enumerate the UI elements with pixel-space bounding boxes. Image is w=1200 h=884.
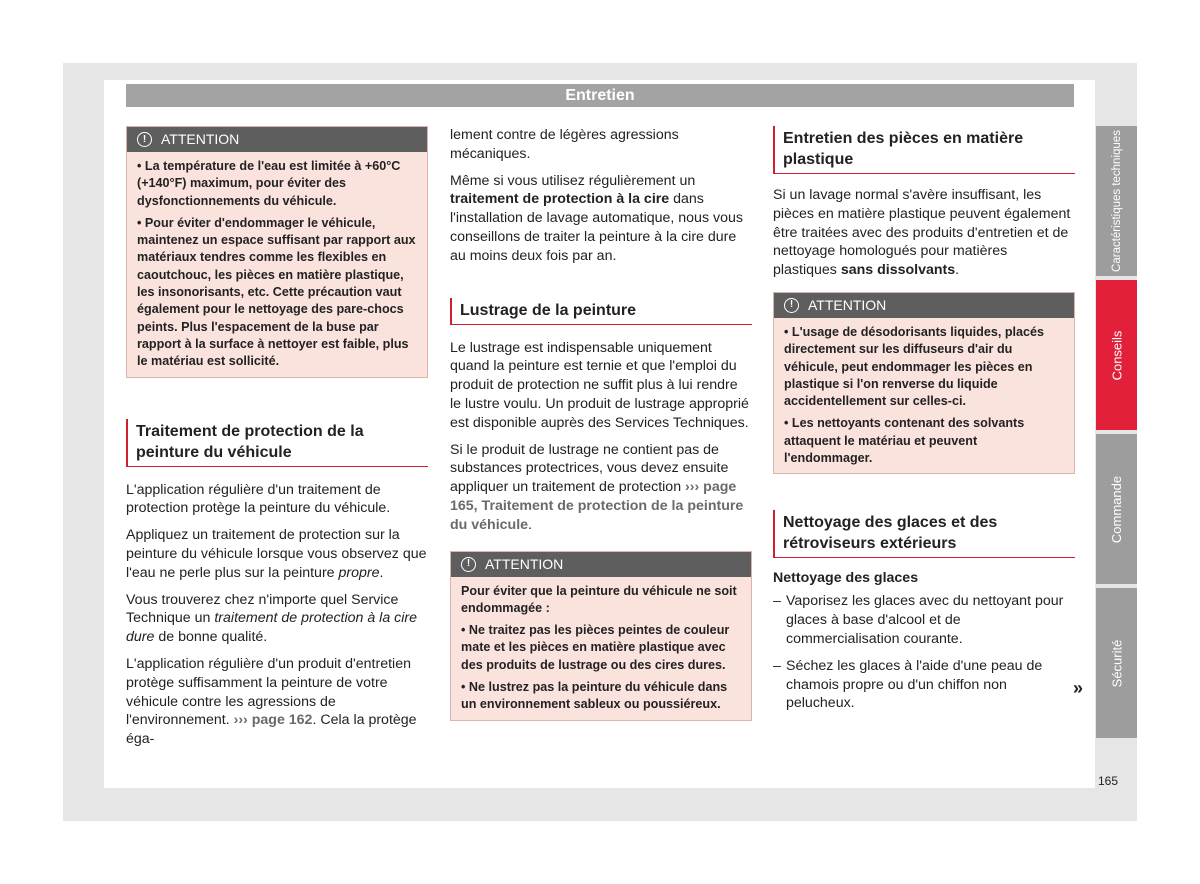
warning-header bbox=[451, 552, 751, 577]
warning-label: ATTENTION bbox=[485, 555, 564, 572]
body-text bbox=[126, 481, 428, 749]
warning-header bbox=[127, 127, 427, 152]
paragraph: lement contre de légères agressions mécaniques. bbox=[450, 127, 679, 162]
exclamation-icon: ! bbox=[137, 132, 152, 147]
body-text bbox=[450, 126, 752, 266]
subheading: Nettoyage des glaces bbox=[773, 570, 919, 587]
warning-intro: Pour éviter que la peinture du véhicule ne soit endommagée : bbox=[461, 583, 737, 615]
warning-item: • Ne lustrez pas la peinture du véhicule dans un environnement sableux ou poussiéreux. bbox=[461, 680, 728, 712]
column-3 bbox=[773, 126, 1075, 721]
instruction-list bbox=[773, 592, 1075, 713]
warning-body bbox=[451, 577, 751, 720]
tab-securite[interactable]: Sécurité bbox=[1096, 588, 1137, 738]
warning-box bbox=[126, 126, 428, 378]
section-title: Traitement de protection de la peinture du véhicule bbox=[126, 419, 428, 467]
column-1 bbox=[126, 126, 428, 757]
warning-label: ATTENTION bbox=[808, 296, 887, 313]
list-item: – Vaporisez les glaces avec du nettoyant pour glaces à base d'alcool et de commercialisation courante. bbox=[773, 592, 1075, 648]
warning-box bbox=[450, 551, 752, 721]
page-link[interactable]: ››› page 165, Traitement de protection de la peinture du véhicule bbox=[450, 479, 744, 533]
section-title: Nettoyage des glaces et des rétroviseurs extérieurs bbox=[773, 510, 1075, 558]
warning-item: • La température de l'eau est limitée à +60°C (+140°F) maximum, pour éviter des dysfonctionnements du véhicule. bbox=[137, 159, 401, 208]
paragraph: Si le produit de lustrage ne contient pas de substances protectrices, vous devez ensuite appliquer un traitement de protection ››› page 165, Traitement de protection de la peinture du véhicule. bbox=[450, 441, 744, 533]
warning-item: • Pour éviter d'endommager le véhicule, maintenez un espace suffisant par rapport aux matériaux tendres comme les flexibles en caoutchouc, les pièces en matière plastique, les insonorisants, etc. Cette précaution vaut également pour le nettoyage des pare-chocs peints. Plus l'espacement de la buse par rapport à la surface à nettoyer est faible, plus le matériau est sollicité. bbox=[137, 215, 416, 369]
body-text bbox=[450, 339, 752, 535]
warning-item: • L'usage de désodorisants liquides, placés directement sur les diffuseurs d'air du véhicule, peut endommager les pièces en plastique si l'on renverse du liquide accidentellement sur celles-ci. bbox=[784, 324, 1045, 409]
tab-caracteristiques-techniques[interactable]: Caractéristiques techniques bbox=[1096, 126, 1137, 276]
paragraph: Le lustrage est indispensable uniquement quand la peinture est ternie et que l'emploi du produit de protection ne suffit plus à lui rendre le lustre voulu. Un produit de lustrage approprié est disponible auprès des Services Techniques. bbox=[450, 339, 749, 431]
list-item: – Séchez les glaces à l'aide d'une peau de chamois propre ou d'un chiffon non pelucheux. bbox=[773, 657, 1075, 713]
page-link[interactable]: ››› page 162 bbox=[233, 712, 313, 729]
warning-box bbox=[773, 292, 1075, 474]
section-title: Entretien des pièces en matière plastique bbox=[773, 126, 1075, 174]
warning-header bbox=[774, 293, 1074, 318]
paragraph: L'application régulière d'un produit d'entretien protège suffisamment la peinture de votre véhicule contre les agressions de l'environnement. ››› page 162. Cela la protège éga- bbox=[126, 655, 417, 748]
warning-body bbox=[127, 152, 427, 377]
warning-item: • Les nettoyants contenant des solvants attaquent le matériau et peuvent l'endommager. bbox=[784, 416, 1025, 466]
paragraph: Même si vous utilisez régulièrement un traitement de protection à la cire dans l'installation de lavage automatique, nous vous conseillons de traiter la peinture à la cire dure au moins deux fois par an. bbox=[450, 172, 743, 264]
warning-item: • Ne traitez pas les pièces peintes de couleur mate et les pièces en matière plastique avec des produits de lustrage ou des cires dures. bbox=[461, 623, 730, 672]
exclamation-icon: ! bbox=[461, 557, 476, 572]
tab-commande[interactable]: Commande bbox=[1096, 434, 1137, 584]
body-text bbox=[773, 186, 1075, 280]
tab-conseils[interactable]: Conseils bbox=[1096, 280, 1137, 430]
paragraph: Vous trouverez chez n'importe quel Service Technique un traitement de protection à la cire dure de bonne qualité. bbox=[126, 591, 418, 646]
continue-arrow-icon: » bbox=[1073, 678, 1084, 698]
chapter-header: Entretien bbox=[126, 84, 1074, 107]
warning-label: ATTENTION bbox=[161, 131, 240, 147]
section-title: Lustrage de la peinture bbox=[450, 298, 752, 325]
paragraph: Si un lavage normal s'avère insuffisant, les pièces en matière plastique peuvent également être traitées avec des produits d'entretien et de nettoyage homologués pour matières plastiques sans dissolvants. bbox=[773, 187, 1071, 279]
paragraph: Appliquez un traitement de protection sur la peinture du véhicule lorsque vous observez que l'eau ne perle plus sur la peinture propre. bbox=[126, 527, 427, 581]
column-2 bbox=[450, 126, 752, 721]
page-number: 165 bbox=[1098, 774, 1119, 788]
warning-body bbox=[774, 318, 1074, 473]
paragraph: L'application régulière d'un traitement de protection protège la peinture du véhicule. bbox=[126, 481, 391, 517]
exclamation-icon: ! bbox=[784, 298, 799, 313]
